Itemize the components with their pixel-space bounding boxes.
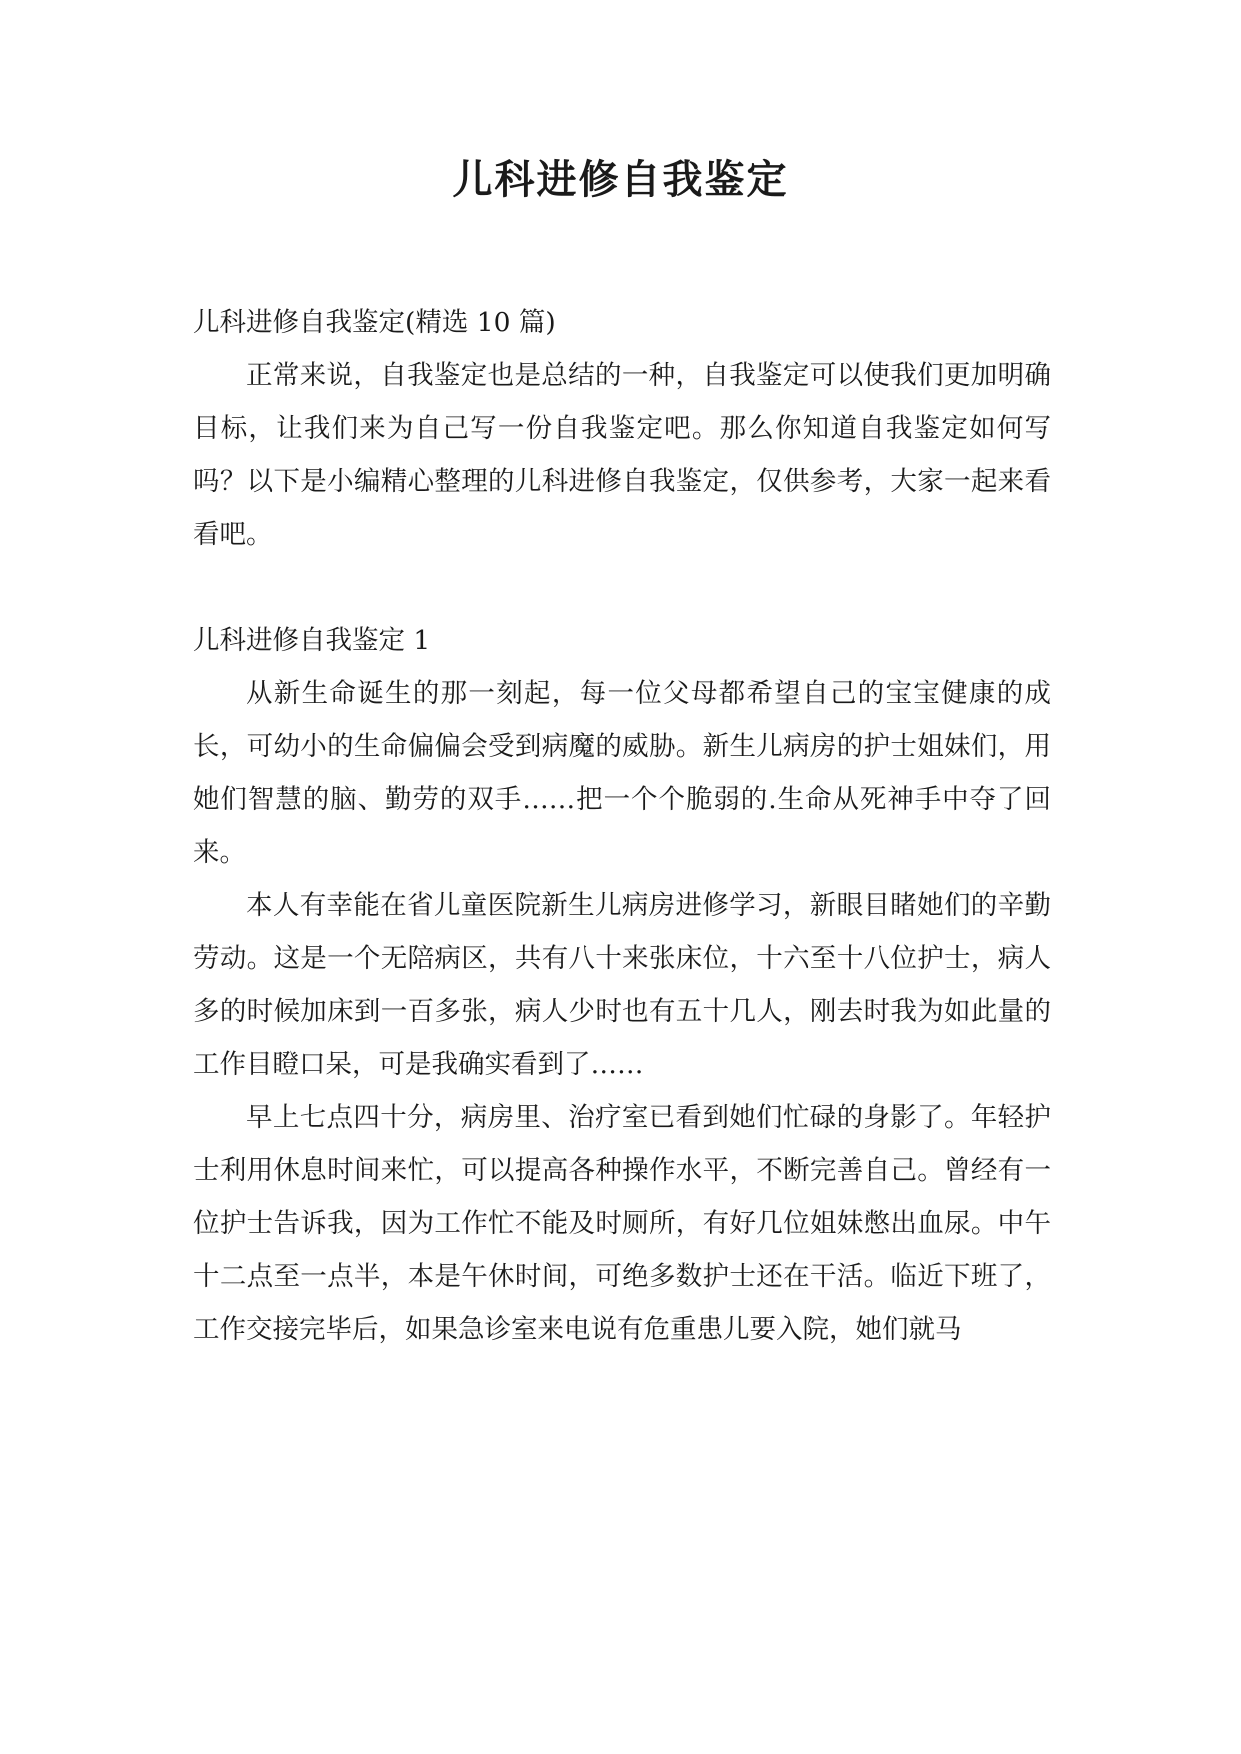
intro-paragraph: 正常来说，自我鉴定也是总结的一种，自我鉴定可以使我们更加明确目标，让我们来为自己写一份自我鉴定吧。那么你知道自我鉴定如何写吗？以下是小编精心整理的儿科进修自我鉴定，仅供参考，大家一起来看看吧。 (193, 360, 1051, 550)
document-title: 儿科进修自我鉴定 (452, 157, 789, 203)
body-paragraph: 本人有幸能在省儿童医院新生儿病房进修学习，新眼目睹她们的辛勤劳动。这是一个无陪病区，共有八十来张床位，十六至十八位护士，病人多的时候加床到一百多张，病人少时也有五十几人，刚去时我为如此量的工作目瞪口呆，可是我确实看到了…… (193, 890, 1051, 1080)
body-paragraph: 早上七点四十分，病房里、治疗室已看到她们忙碌的身影了。年轻护士利用休息时间来忙，可以提高各种操作水平，不断完善自己。曾经有一位护士告诉我，因为工作忙不能及时厕所，有好几位姐妹憋出血尿。中午十二点至一点半，本是午休时间，可绝多数护士还在干活。临近下班了，工作交接完毕后，如果急诊室来电说有危重患儿要入院，她们就马 (193, 1102, 1051, 1345)
body-paragraph: 从新生命诞生的那一刻起，每一位父母都希望自己的宝宝健康的成长，可幼小的生命偏偏会受到病魔的威胁。新生儿病房的护士姐妹们，用她们智慧的脑、勤劳的双手……把一个个脆弱的.生命从死神手中夺了回来。 (193, 678, 1051, 868)
document-subtitle: 儿科进修自我鉴定(精选 10 篇) (193, 307, 556, 338)
document-body (193, 296, 1051, 1356)
section-heading: 儿科进修自我鉴定 1 (193, 625, 431, 656)
section-spacer (193, 561, 1051, 614)
